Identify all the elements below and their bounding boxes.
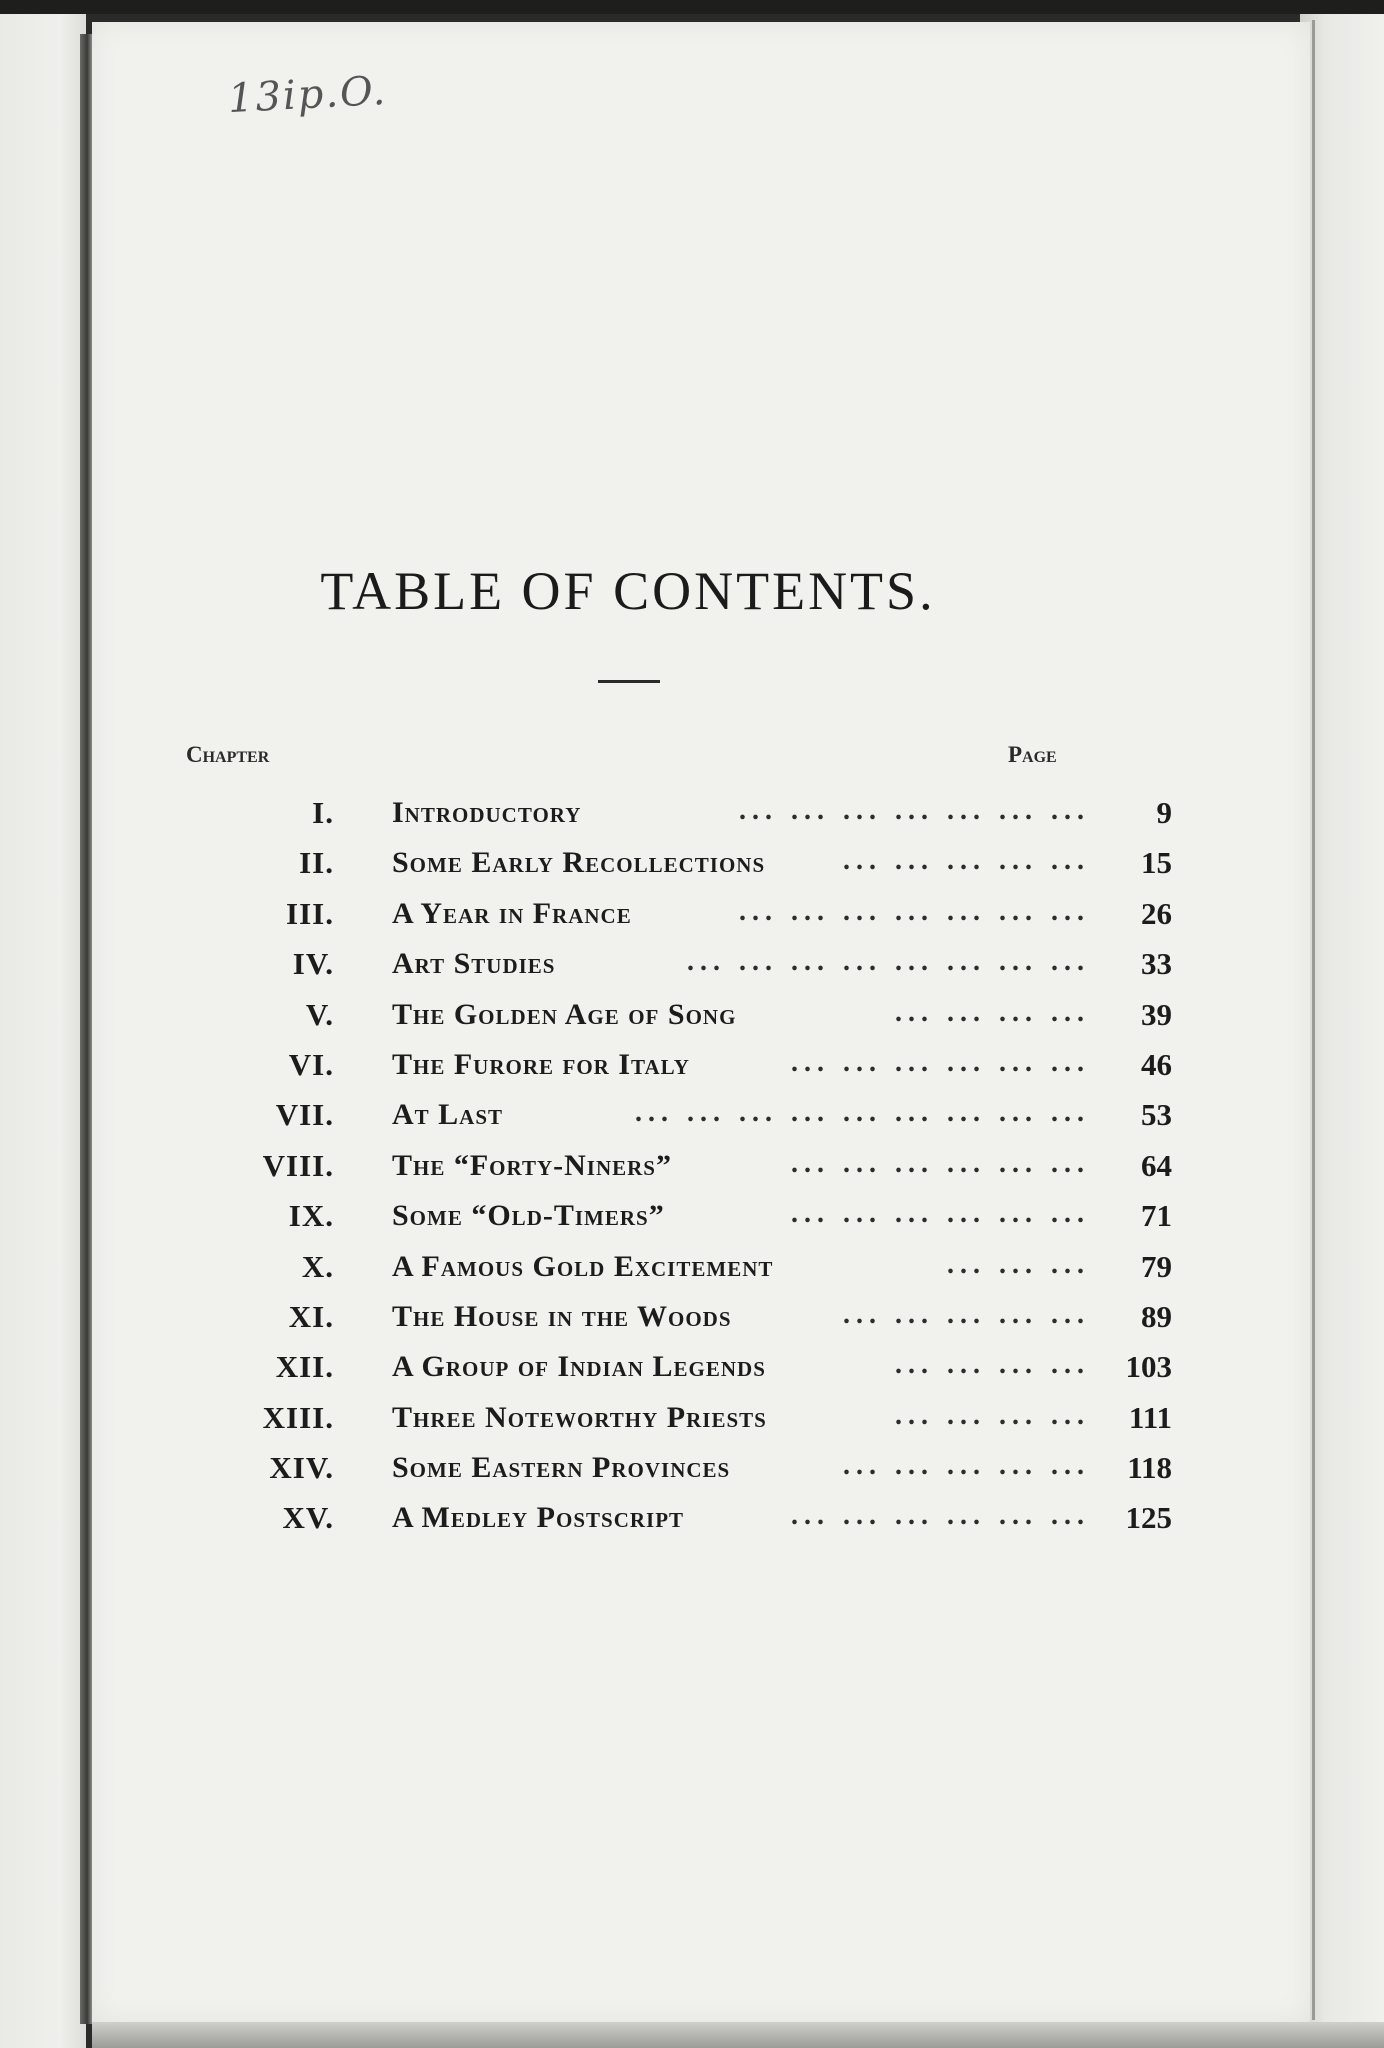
dot-leader: ... ... ... ... bbox=[895, 1399, 1090, 1431]
page-number: 9 bbox=[1156, 795, 1172, 830]
chapter-number: XV. bbox=[282, 1500, 334, 1536]
chapter-number: XII. bbox=[275, 1349, 334, 1385]
toc-entry bbox=[142, 1443, 1172, 1493]
page-edge-line bbox=[1312, 20, 1315, 2020]
page-number: 71 bbox=[1141, 1198, 1172, 1234]
dot-leader: ... ... ... ... ... ... bbox=[791, 1046, 1090, 1078]
dot-leader: ... ... ... ... bbox=[895, 996, 1090, 1028]
dot-leader: ... ... ... ... ... ... ... ... bbox=[687, 946, 1090, 978]
dot-leader: ... ... ... ... ... ... bbox=[791, 1500, 1090, 1532]
scan-top-edge bbox=[0, 0, 1384, 14]
toc-entry bbox=[142, 788, 1172, 838]
chapter-title: At Last bbox=[392, 1098, 504, 1132]
page-title: TABLE OF CONTENTS. bbox=[320, 561, 936, 621]
chapter-number: IX. bbox=[288, 1198, 334, 1234]
dot-leader: ... ... ... ... ... ... ... bbox=[739, 895, 1090, 927]
chapter-title: Art Studies bbox=[392, 947, 556, 981]
chapter-title: A Medley Postscript bbox=[392, 1501, 685, 1535]
toc-entry bbox=[142, 1090, 1172, 1140]
chapter-title: The Furore for Italy bbox=[392, 1047, 690, 1081]
chapter-title: The “Forty-Niners” bbox=[392, 1148, 672, 1182]
dot-leader: ... ... ... ... bbox=[895, 1349, 1090, 1381]
chapter-title: The Golden Age of Song bbox=[392, 997, 737, 1031]
dot-leader: ... ... ... ... ... bbox=[843, 1450, 1090, 1482]
chapter-number: X. bbox=[301, 1248, 334, 1284]
page-number: 125 bbox=[1125, 1500, 1172, 1536]
toc-entry bbox=[142, 1393, 1172, 1443]
chapter-number: III. bbox=[286, 895, 334, 931]
page-number: 33 bbox=[1141, 946, 1172, 982]
toc-entry bbox=[142, 939, 1172, 989]
chapter-number: II. bbox=[299, 845, 334, 881]
facing-page-edge bbox=[0, 14, 86, 2048]
book-gutter bbox=[80, 34, 92, 2024]
toc-entry bbox=[142, 990, 1172, 1040]
dot-leader: ... ... ... ... ... ... bbox=[791, 1198, 1090, 1230]
page-number: 103 bbox=[1125, 1349, 1172, 1385]
toc-entry bbox=[142, 1342, 1172, 1392]
chapter-number: VII. bbox=[275, 1097, 334, 1133]
title-rule bbox=[598, 680, 660, 683]
page-column-header: Page bbox=[1008, 742, 1057, 767]
page-number: 26 bbox=[1141, 895, 1172, 931]
dot-leader: ... ... ... ... ... ... ... bbox=[739, 795, 1090, 826]
dot-leader: ... ... ... ... ... ... ... ... ... bbox=[635, 1097, 1090, 1129]
page-number: 46 bbox=[1141, 1046, 1172, 1082]
toc-entry bbox=[142, 1242, 1172, 1292]
dot-leader: ... ... ... ... ... bbox=[843, 1298, 1090, 1330]
page-number: 111 bbox=[1128, 1399, 1172, 1435]
page-number: 118 bbox=[1127, 1450, 1172, 1486]
toc-entry bbox=[142, 1292, 1172, 1342]
handwritten-shelf-mark: 13ip.O. bbox=[226, 67, 389, 123]
dot-leader: ... ... ... ... ... bbox=[843, 845, 1090, 877]
toc-entry bbox=[142, 1141, 1172, 1191]
chapter-number: VIII. bbox=[262, 1147, 334, 1183]
page-number: 15 bbox=[1141, 845, 1172, 881]
toc-entry bbox=[142, 838, 1172, 888]
chapter-column-header: Chapter bbox=[186, 742, 270, 767]
table-of-contents bbox=[142, 788, 1172, 1544]
chapter-title: A Group of Indian Legends bbox=[392, 1350, 766, 1384]
chapter-title: Introductory bbox=[392, 796, 582, 829]
toc-entry bbox=[142, 1493, 1172, 1543]
chapter-number: XIV. bbox=[269, 1450, 334, 1486]
dot-leader: ... ... ... bbox=[947, 1248, 1090, 1280]
page-number: 79 bbox=[1141, 1248, 1172, 1284]
chapter-title: The House in the Woods bbox=[392, 1299, 732, 1333]
chapter-title: Some “Old-Timers” bbox=[392, 1199, 665, 1233]
chapter-number: I. bbox=[312, 795, 334, 830]
contents-page bbox=[92, 22, 1310, 2022]
chapter-number: XI. bbox=[288, 1298, 334, 1334]
chapter-title: A Famous Gold Excitement bbox=[392, 1249, 774, 1283]
chapter-title: Three Noteworthy Priests bbox=[392, 1400, 767, 1434]
chapter-number: XIII. bbox=[262, 1399, 334, 1435]
chapter-number: IV. bbox=[292, 946, 334, 982]
chapter-number: VI. bbox=[288, 1046, 334, 1082]
toc-entry bbox=[142, 1040, 1172, 1090]
chapter-title: A Year in France bbox=[392, 896, 632, 930]
dot-leader: ... ... ... ... ... ... bbox=[791, 1147, 1090, 1179]
toc-entry bbox=[142, 1191, 1172, 1241]
page-number: 39 bbox=[1141, 996, 1172, 1032]
page-number: 64 bbox=[1141, 1147, 1172, 1183]
page-number: 53 bbox=[1141, 1097, 1172, 1133]
toc-entry bbox=[142, 889, 1172, 939]
page-number: 89 bbox=[1141, 1298, 1172, 1334]
chapter-title: Some Early Recollections bbox=[392, 846, 766, 880]
chapter-title: Some Eastern Provinces bbox=[392, 1451, 731, 1485]
chapter-number: V. bbox=[305, 996, 334, 1032]
scan-bottom-edge bbox=[92, 2022, 1384, 2048]
